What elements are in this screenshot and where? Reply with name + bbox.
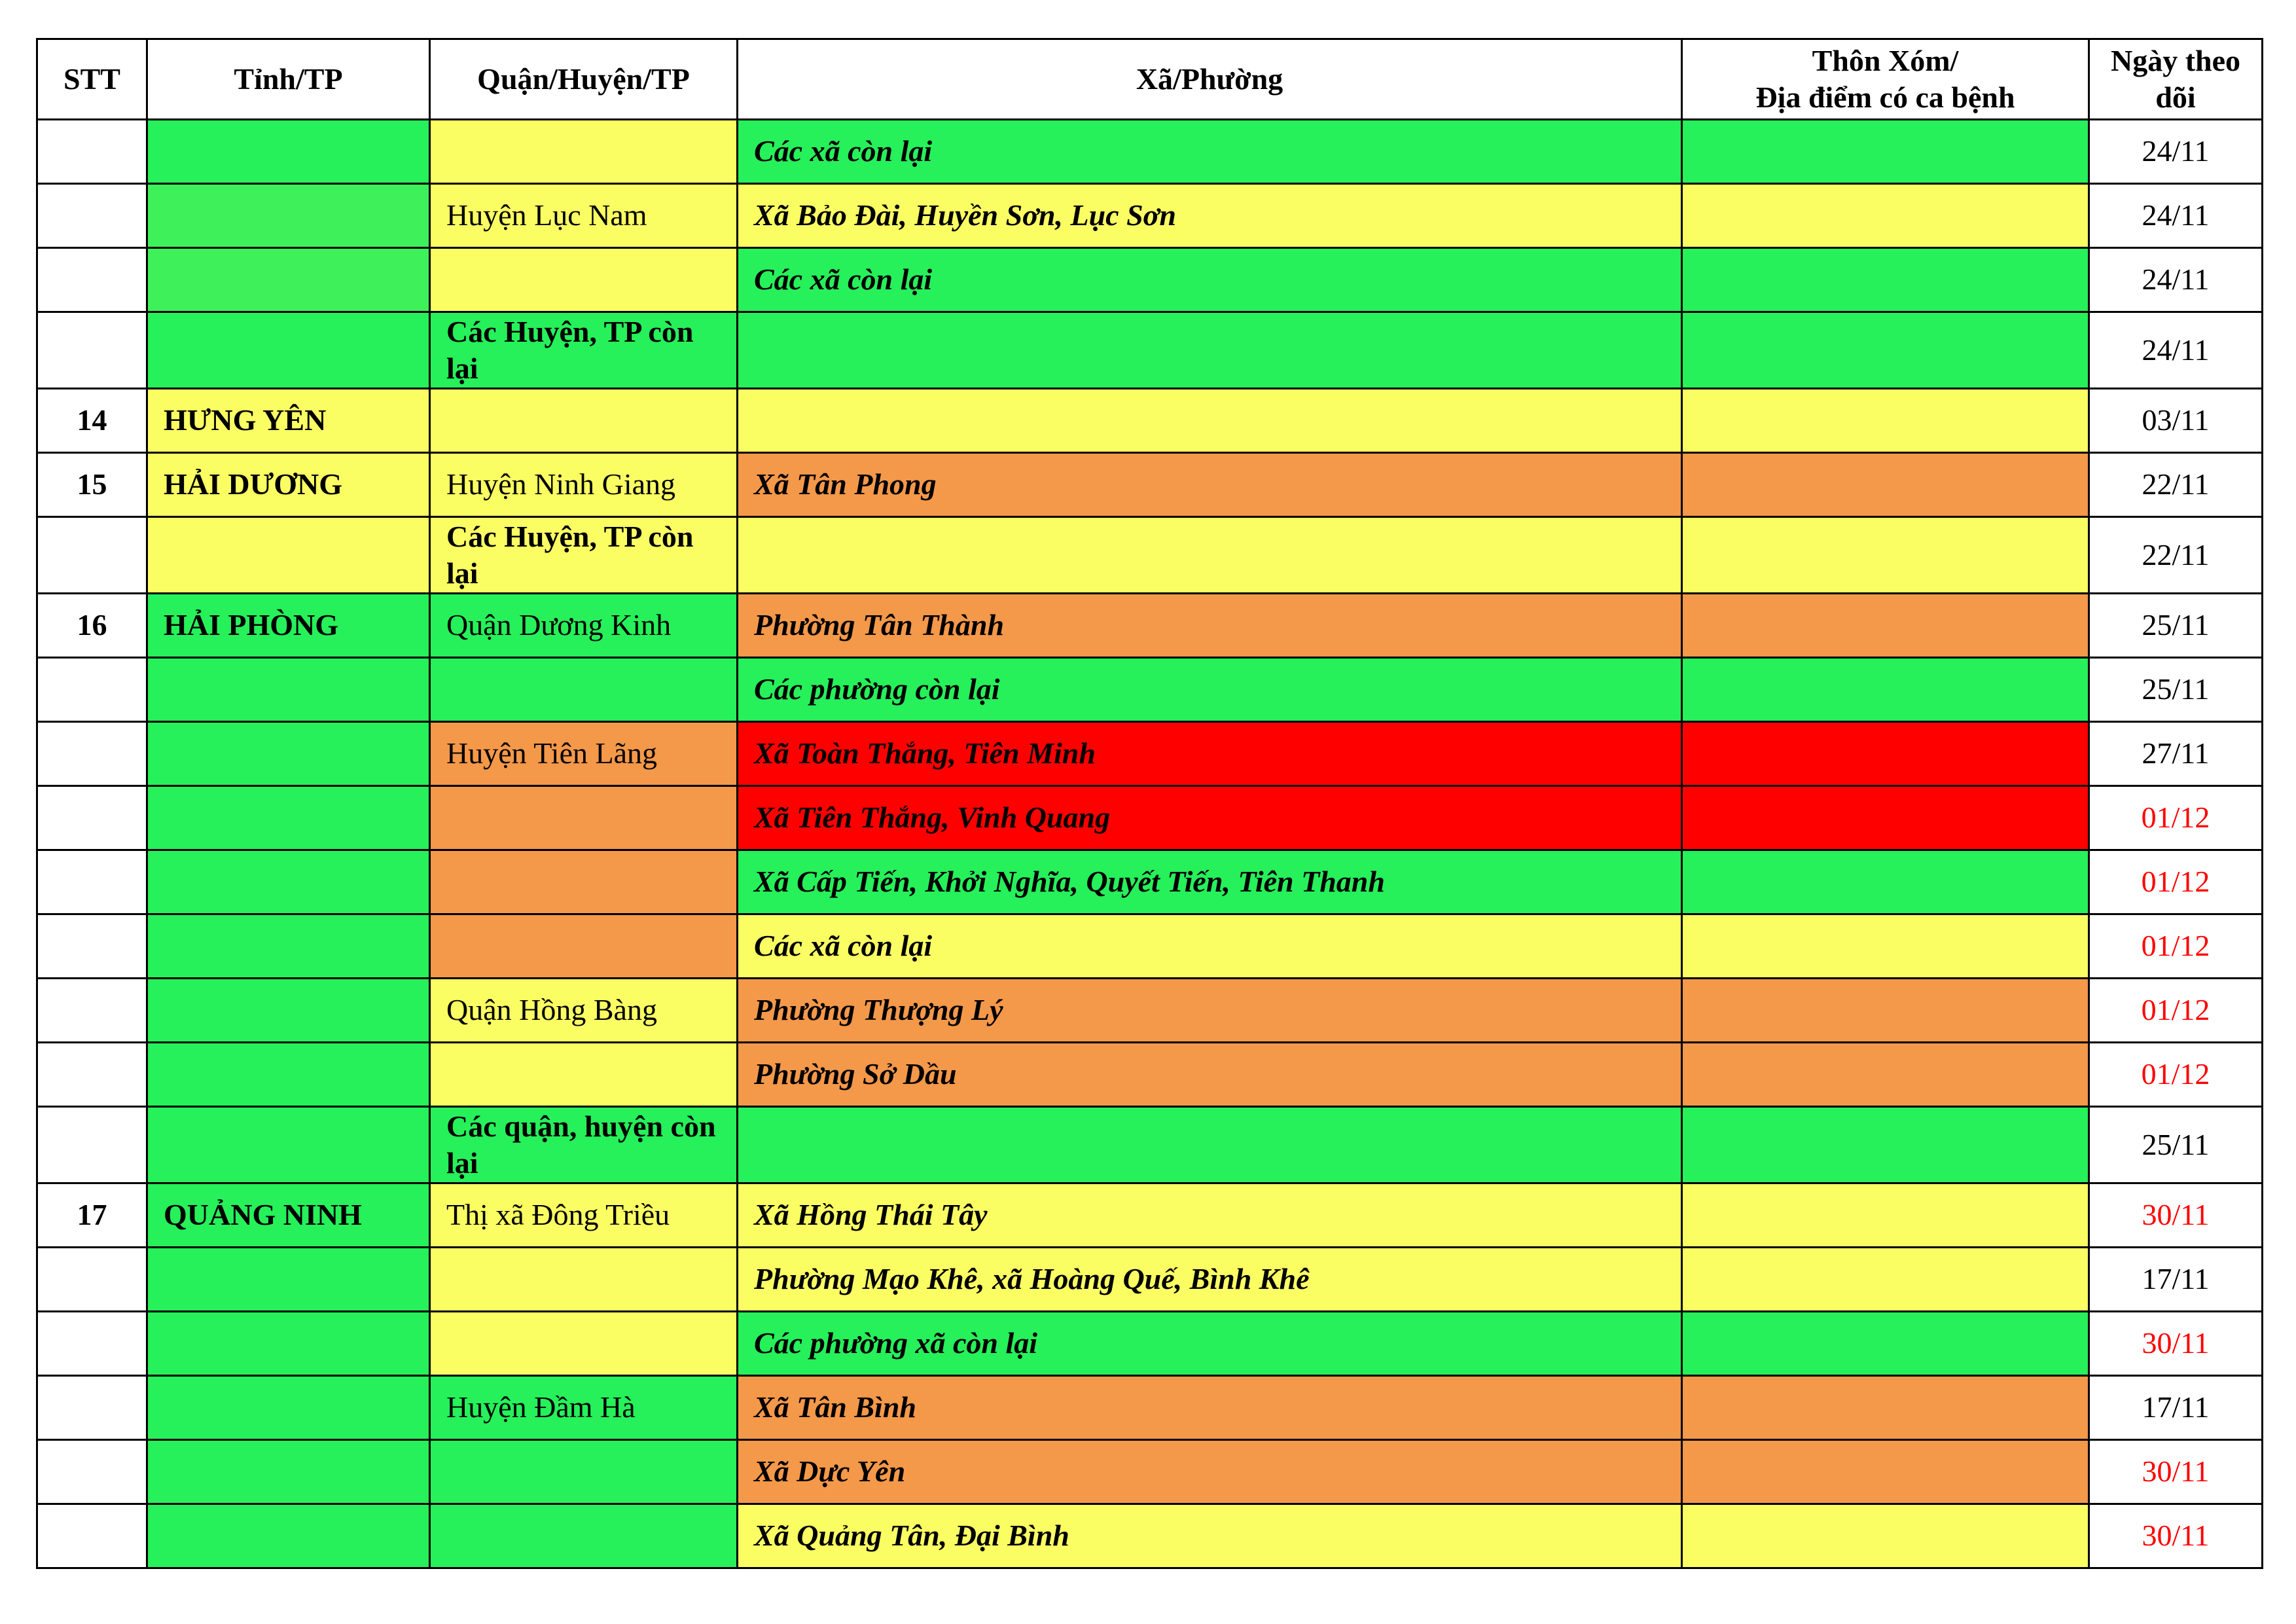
district-cell <box>430 1312 738 1376</box>
table-row <box>37 722 2263 786</box>
date-cell: 01/12 <box>2089 786 2263 850</box>
district-cell: Các Huyện, TP còn lại <box>430 517 738 594</box>
table-row <box>37 453 2263 517</box>
hamlet-cell <box>1682 1440 2089 1504</box>
ward-cell: Xã Tiên Thắng, Vinh Quang <box>738 786 1682 850</box>
date-cell: 30/11 <box>2089 1440 2263 1504</box>
date-cell: 22/11 <box>2089 517 2263 594</box>
ward-cell: Các xã còn lại <box>738 914 1682 979</box>
province-cell <box>147 722 430 786</box>
hamlet-cell <box>1682 1043 2089 1107</box>
table-row <box>37 1504 2263 1568</box>
stt-cell <box>37 1504 147 1568</box>
district-cell: Huyện Ninh Giang <box>430 453 738 517</box>
province-cell <box>147 1248 430 1312</box>
header-row <box>37 39 2263 120</box>
table-row <box>37 184 2263 248</box>
ward-cell: Xã Bảo Đài, Huyền Sơn, Lục Sơn <box>738 184 1682 248</box>
district-cell <box>430 1043 738 1107</box>
stt-cell <box>37 786 147 850</box>
district-cell <box>430 1248 738 1312</box>
stt-cell <box>37 1107 147 1183</box>
ward-cell: Phường Mạo Khê, xã Hoàng Quế, Bình Khê <box>738 1248 1682 1312</box>
table-row <box>37 312 2263 389</box>
date-cell: 25/11 <box>2089 658 2263 722</box>
date-cell: 24/11 <box>2089 248 2263 312</box>
ward-cell: Xã Cấp Tiến, Khởi Nghĩa, Quyết Tiến, Tiên Thanh <box>738 850 1682 914</box>
stt-cell <box>37 1376 147 1440</box>
ward-cell: Các xã còn lại <box>738 120 1682 184</box>
stt-cell <box>37 517 147 594</box>
province-cell <box>147 312 430 389</box>
hamlet-cell <box>1682 914 2089 979</box>
date-cell: 27/11 <box>2089 722 2263 786</box>
hamlet-cell <box>1682 850 2089 914</box>
hamlet-cell <box>1682 1376 2089 1440</box>
district-cell <box>430 786 738 850</box>
stt-cell <box>37 1312 147 1376</box>
district-cell: Huyện Đầm Hà <box>430 1376 738 1440</box>
province-cell <box>147 1107 430 1183</box>
header-date: Ngày theo dõi <box>2089 39 2263 120</box>
date-cell: 25/11 <box>2089 1107 2263 1183</box>
province-cell <box>147 1043 430 1107</box>
hamlet-cell <box>1682 389 2089 453</box>
header-ward: Xã/Phường <box>738 39 1682 120</box>
province-cell <box>147 914 430 979</box>
header-province: Tỉnh/TP <box>147 39 430 120</box>
province-cell <box>147 1504 430 1568</box>
stt-cell <box>37 914 147 979</box>
table-row <box>37 1312 2263 1376</box>
stt-cell <box>37 722 147 786</box>
province-cell <box>147 120 430 184</box>
stt-cell: 17 <box>37 1183 147 1248</box>
date-cell: 03/11 <box>2089 389 2263 453</box>
province-cell: HẢI DƯƠNG <box>147 453 430 517</box>
stt-cell <box>37 312 147 389</box>
province-cell <box>147 850 430 914</box>
hamlet-cell <box>1682 1107 2089 1183</box>
ward-cell <box>738 389 1682 453</box>
district-cell <box>430 1504 738 1568</box>
date-cell: 01/12 <box>2089 850 2263 914</box>
stt-cell <box>37 658 147 722</box>
district-cell <box>430 914 738 979</box>
province-cell <box>147 517 430 594</box>
date-cell: 25/11 <box>2089 594 2263 658</box>
table-row <box>37 1440 2263 1504</box>
date-cell: 24/11 <box>2089 312 2263 389</box>
province-cell <box>147 1312 430 1376</box>
ward-cell: Các phường còn lại <box>738 658 1682 722</box>
date-cell: 17/11 <box>2089 1376 2263 1440</box>
table-row <box>37 979 2263 1043</box>
table-row <box>37 517 2263 594</box>
stt-cell <box>37 1043 147 1107</box>
header-hamlet: Thôn Xóm/ Địa điểm có ca bệnh <box>1682 39 2089 120</box>
district-cell <box>430 389 738 453</box>
province-cell <box>147 658 430 722</box>
date-cell: 30/11 <box>2089 1504 2263 1568</box>
ward-cell: Phường Sở Dầu <box>738 1043 1682 1107</box>
hamlet-cell <box>1682 312 2089 389</box>
date-cell: 01/12 <box>2089 914 2263 979</box>
province-cell <box>147 184 430 248</box>
hamlet-cell <box>1682 120 2089 184</box>
stt-cell <box>37 1440 147 1504</box>
province-cell <box>147 1440 430 1504</box>
province-cell <box>147 1376 430 1440</box>
ward-cell: Xã Hồng Thái Tây <box>738 1183 1682 1248</box>
table-row <box>37 786 2263 850</box>
hamlet-cell <box>1682 722 2089 786</box>
hamlet-cell <box>1682 1312 2089 1376</box>
header-stt: STT <box>37 39 147 120</box>
district-cell <box>430 248 738 312</box>
ward-cell <box>738 517 1682 594</box>
province-cell <box>147 786 430 850</box>
district-cell <box>430 850 738 914</box>
date-cell: 24/11 <box>2089 184 2263 248</box>
hamlet-cell <box>1682 184 2089 248</box>
table-row <box>37 658 2263 722</box>
table-row <box>37 914 2263 979</box>
stt-cell <box>37 248 147 312</box>
hamlet-cell <box>1682 594 2089 658</box>
stt-cell: 16 <box>37 594 147 658</box>
ward-cell: Xã Tân Phong <box>738 453 1682 517</box>
date-cell: 01/12 <box>2089 979 2263 1043</box>
header-district: Quận/Huyện/TP <box>430 39 738 120</box>
table-row <box>37 389 2263 453</box>
district-cell <box>430 1440 738 1504</box>
hamlet-cell <box>1682 979 2089 1043</box>
table-row <box>37 850 2263 914</box>
date-cell: 30/11 <box>2089 1183 2263 1248</box>
table-row <box>37 594 2263 658</box>
hamlet-cell <box>1682 248 2089 312</box>
table-row <box>37 1376 2263 1440</box>
hamlet-cell <box>1682 658 2089 722</box>
stt-cell <box>37 979 147 1043</box>
date-cell: 22/11 <box>2089 453 2263 517</box>
ward-cell: Các phường xã còn lại <box>738 1312 1682 1376</box>
hamlet-cell <box>1682 1248 2089 1312</box>
stt-cell <box>37 120 147 184</box>
hamlet-cell <box>1682 1504 2089 1568</box>
table-row <box>37 120 2263 184</box>
province-cell <box>147 248 430 312</box>
date-cell: 30/11 <box>2089 1312 2263 1376</box>
ward-cell: Xã Quảng Tân, Đại Bình <box>738 1504 1682 1568</box>
district-cell <box>430 120 738 184</box>
ward-cell: Các xã còn lại <box>738 248 1682 312</box>
ward-cell: Phường Tân Thành <box>738 594 1682 658</box>
ward-cell <box>738 312 1682 389</box>
district-cell: Quận Hồng Bàng <box>430 979 738 1043</box>
hamlet-cell <box>1682 453 2089 517</box>
ward-cell: Phường Thượng Lý <box>738 979 1682 1043</box>
province-cell: HẢI PHÒNG <box>147 594 430 658</box>
province-cell: QUẢNG NINH <box>147 1183 430 1248</box>
province-cell: HƯNG YÊN <box>147 389 430 453</box>
table-row <box>37 1248 2263 1312</box>
district-cell: Huyện Tiên Lãng <box>430 722 738 786</box>
hamlet-cell <box>1682 1183 2089 1248</box>
table-row <box>37 248 2263 312</box>
stt-cell: 14 <box>37 389 147 453</box>
table-row <box>37 1107 2263 1183</box>
ward-cell: Xã Dực Yên <box>738 1440 1682 1504</box>
district-cell: Quận Dương Kinh <box>430 594 738 658</box>
ward-cell <box>738 1107 1682 1183</box>
date-cell: 17/11 <box>2089 1248 2263 1312</box>
district-cell: Thị xã Đông Triều <box>430 1183 738 1248</box>
stt-cell <box>37 850 147 914</box>
monitoring-table <box>36 38 2263 1569</box>
date-cell: 01/12 <box>2089 1043 2263 1107</box>
district-cell: Huyện Lục Nam <box>430 184 738 248</box>
stt-cell: 15 <box>37 453 147 517</box>
ward-cell: Xã Tân Bình <box>738 1376 1682 1440</box>
table-row <box>37 1043 2263 1107</box>
stt-cell <box>37 1248 147 1312</box>
district-cell <box>430 658 738 722</box>
table-row <box>37 1183 2263 1248</box>
province-cell <box>147 979 430 1043</box>
hamlet-cell <box>1682 517 2089 594</box>
ward-cell: Xã Toàn Thắng, Tiên Minh <box>738 722 1682 786</box>
date-cell: 24/11 <box>2089 120 2263 184</box>
district-cell: Các Huyện, TP còn lại <box>430 312 738 389</box>
hamlet-cell <box>1682 786 2089 850</box>
stt-cell <box>37 184 147 248</box>
district-cell: Các quận, huyện còn lại <box>430 1107 738 1183</box>
